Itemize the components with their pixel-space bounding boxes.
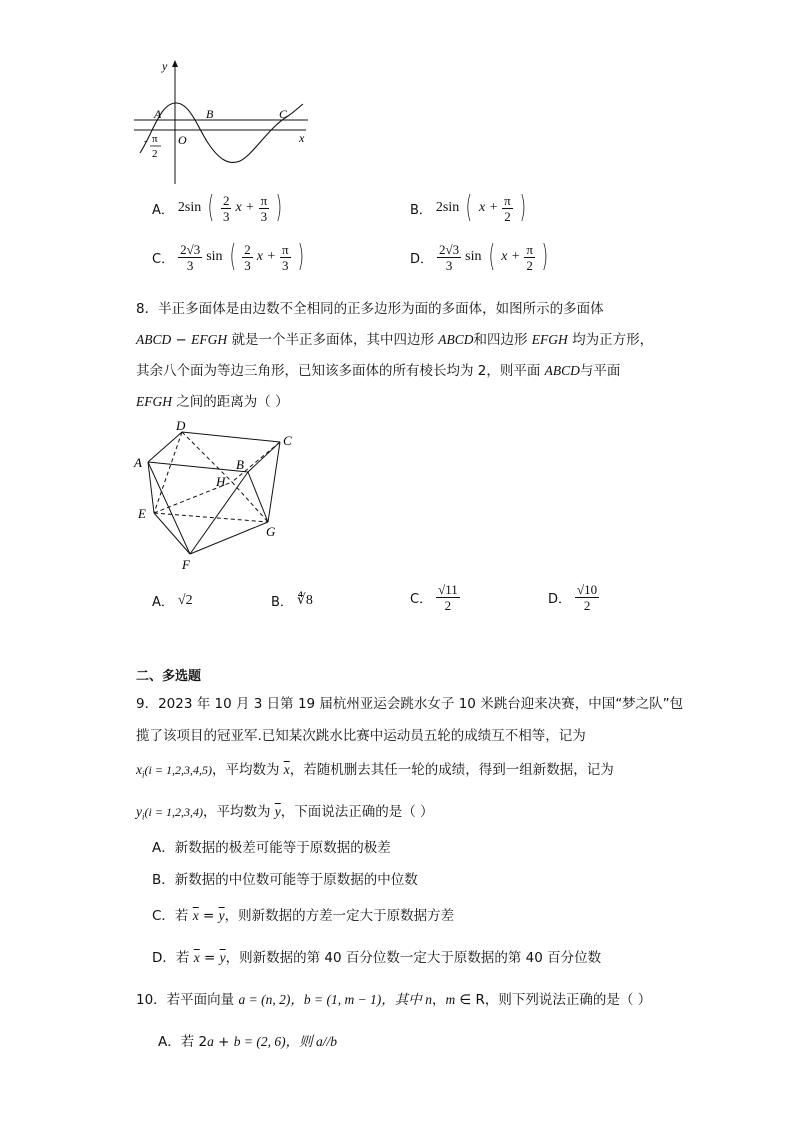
section-heading: 二、多选题 (136, 669, 202, 684)
q8-option-a[interactable]: A． √2 (152, 592, 193, 610)
x-axis-label: x (299, 131, 305, 145)
edge-dc (182, 432, 280, 442)
q10-stem: 10．若平面向量 a = (n, 2)，b = (1, m − 1)，其中 n，m ∈ R，则下列说法正确的是（ ） (136, 992, 652, 1008)
polyhedron-figure (128, 418, 308, 578)
vertex-a: A (134, 455, 142, 470)
edge-af (148, 462, 190, 554)
vertex-g: G (266, 524, 276, 539)
q8-line2: ABCD − EFGH 就是一个半正多面体，其中四边形 ABCD和四边形 EFGH 均为正方形， (136, 332, 654, 348)
point-b-label: B (206, 107, 214, 121)
q9-option-d[interactable]: D．若 $\overline{x} = \overline{y}$，则新数据的第 40 百分位数一定大于原数据的第 40 百分位数 (152, 950, 602, 966)
sine-graph (128, 58, 313, 188)
q8-option-d[interactable]: D． $\frac{√10}{2}$ (548, 582, 598, 613)
point-c-label: C (279, 107, 288, 121)
vertex-b: B (236, 457, 244, 472)
edge-ef (154, 513, 190, 554)
q9-option-a[interactable]: A．新数据的极差可能等于原数据的极差 (152, 840, 391, 856)
q7-option-a[interactable]: A． 2sin ( $\frac{2}{3}$ x + $\frac{\pi}{3}$ ) (152, 190, 283, 225)
y-axis-arrow (172, 60, 178, 67)
q9-line1: 9．2023 年 10 月 3 日第 19 届杭州亚运会跳水女子 10 米跳台迎来决赛，中国“梦之队”包 (136, 696, 684, 712)
pi-numerator: π (152, 133, 158, 145)
q7-option-c[interactable]: C． $\frac{2√3}{3}$ sin ( $\frac{2}{3}$ x + $\frac{\pi}{3}$ ) (152, 239, 304, 274)
q7-option-b[interactable]: B． 2sin ( x + $\frac{\pi}{2}$ ) (410, 190, 526, 225)
edge-cg (268, 442, 280, 522)
q9-line3: $x_i(i = 1,2,3,4,5)$，平均数为 $\overline{x}$，若随机删去其任一轮的成绩，得到一组新数据，记为 (136, 762, 614, 780)
edge-bg (248, 472, 268, 522)
edge-ab (148, 462, 248, 472)
origin-label: O (178, 133, 187, 147)
point-a-label: A (154, 107, 162, 121)
q9-line4: $y_i(i = 1,2,3,4)$，平均数为 $\overline{y}$，下面说法正确的是（ ） (136, 804, 434, 822)
pi-denominator: 2 (152, 148, 158, 160)
vertex-h: H (216, 474, 226, 489)
vertex-e: E (138, 506, 146, 521)
q7-option-d[interactable]: D． $\frac{2√3}{3}$ sin ( x + $\frac{\pi}{2}$ ) (410, 239, 549, 274)
q9-option-c[interactable]: C．若 $\overline{x} = \overline{y}$，则新数据的方差一定大于原数据方差 (152, 908, 455, 924)
neg-sign: - (144, 135, 148, 147)
q9-line2: 揽了该项目的冠亚军.已知某次跳水比赛中运动员五轮的成绩互不相等，记为 (136, 728, 586, 744)
q8-option-c[interactable]: C． $\frac{√11}{2}$ (410, 582, 458, 613)
y-axis-label: y (162, 59, 168, 73)
vertex-c: C (283, 433, 292, 448)
q9-option-b[interactable]: B．新数据的中位数可能等于原数据的中位数 (152, 872, 418, 888)
q8-option-b[interactable]: B． ∜8 (271, 593, 313, 610)
edge-eg-hidden (154, 513, 268, 522)
q8-line1: 8．半正多面体是由边数不全相同的正多边形为面的多面体，如图所示的多面体 (136, 301, 604, 317)
q8-line3: 其余八个面为等边三角形，已知该多面体的所有棱长均为 2，则平面 ABCD与平面 (136, 363, 621, 379)
edge-bc (248, 442, 280, 472)
q10-option-a[interactable]: A．若 2a + b = (2, 6)，则 a//b (158, 1034, 338, 1050)
edge-hg-hidden (232, 482, 268, 522)
vertex-f: F (182, 557, 190, 572)
q8-line4: EFGH 之间的距离为（ ） (136, 394, 289, 410)
vertex-d: D (176, 418, 186, 433)
